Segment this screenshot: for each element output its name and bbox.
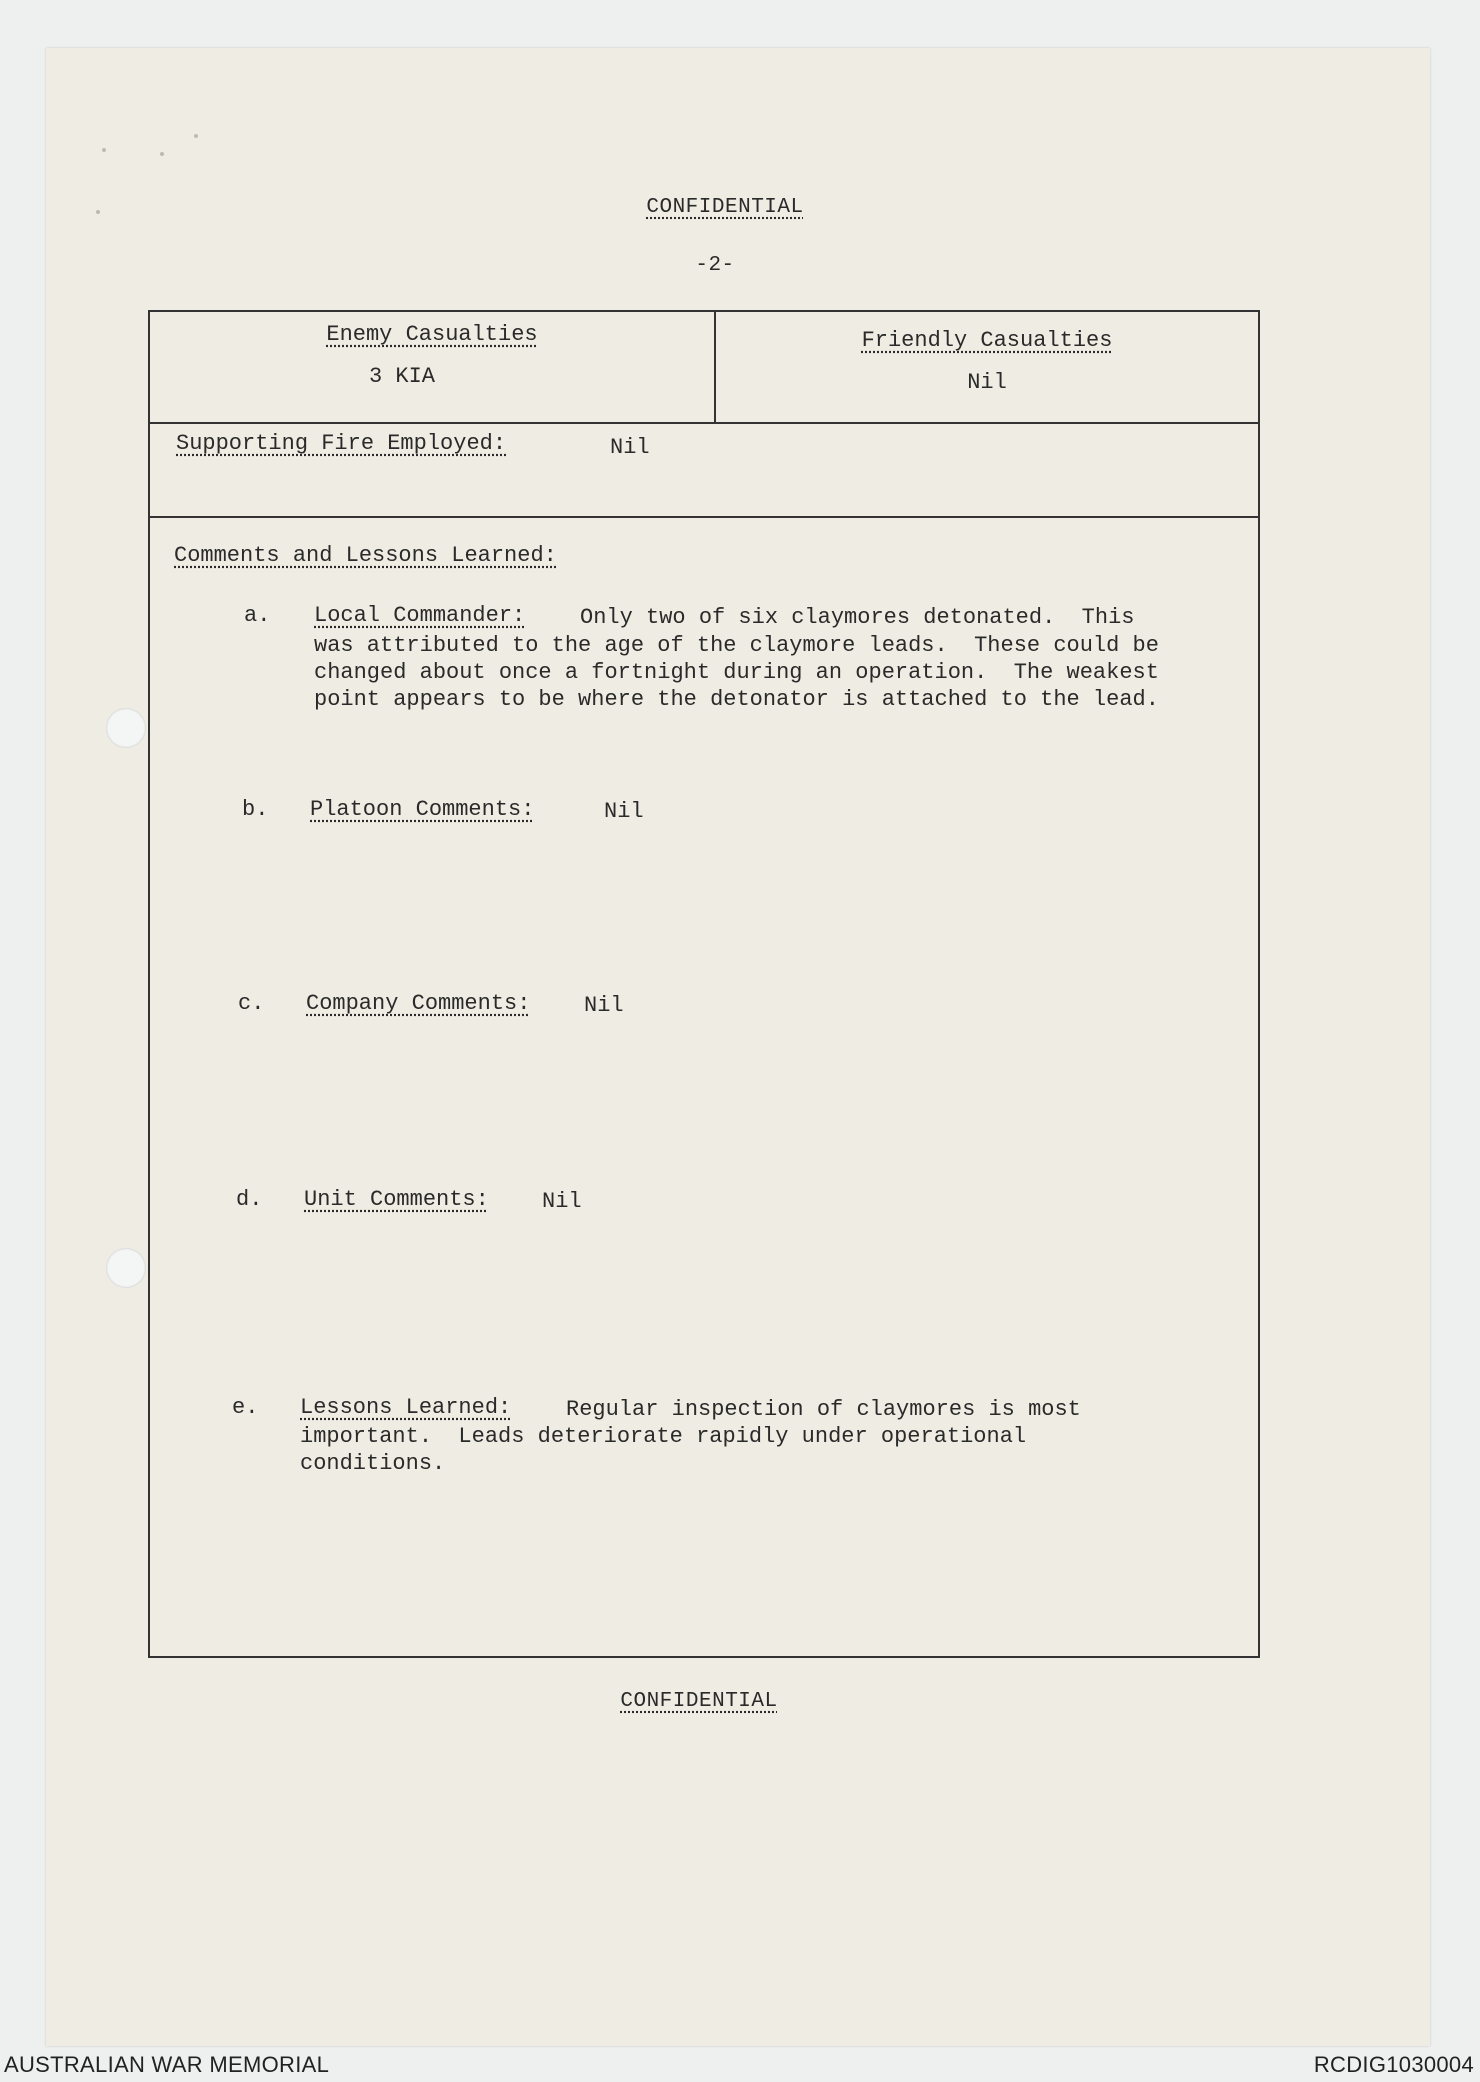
paper-speck xyxy=(194,134,198,138)
company-comments-value: Nil xyxy=(584,993,624,1018)
archive-reference: RCDIG1030004 xyxy=(1313,2052,1474,2077)
company-comments-label: Company Comments: xyxy=(306,991,531,1016)
punch-hole-bottom xyxy=(106,1248,146,1288)
friendly-casualties-label: Friendly Casualties xyxy=(861,328,1113,353)
item-letter: c. xyxy=(238,991,265,1016)
lessons-learned-line: Regular inspection of claymores is most xyxy=(566,1397,1081,1422)
local-commander-line: was attributed to the age of the claymore leads. These could be xyxy=(314,633,1159,658)
platoon-comments-label: Platoon Comments: xyxy=(310,797,535,822)
row-divider xyxy=(150,516,1258,518)
enemy-casualties-label: Enemy Casualties xyxy=(326,322,538,347)
local-commander-label: Local Commander: xyxy=(314,603,526,628)
report-table xyxy=(148,310,1260,1658)
item-letter: e. xyxy=(232,1395,259,1420)
item-letter: a. xyxy=(244,603,271,628)
paper-speck xyxy=(102,148,106,152)
enemy-casualties-value: 3 KIA xyxy=(368,364,435,389)
punch-hole-top xyxy=(106,708,146,748)
supporting-fire-value: Nil xyxy=(610,435,650,460)
classification-footer: CONFIDENTIAL xyxy=(620,1690,778,1713)
lessons-learned-line: conditions. xyxy=(300,1451,446,1476)
row-divider xyxy=(150,422,1258,424)
item-letter: d. xyxy=(236,1187,263,1212)
local-commander-line: Only two of six claymores detonated. This xyxy=(580,605,1135,630)
item-letter: b. xyxy=(242,797,269,822)
comments-heading: Comments and Lessons Learned: xyxy=(174,543,557,568)
local-commander-line: point appears to be where the detonator is attached to the lead. xyxy=(314,687,1159,712)
page-number: -2- xyxy=(695,254,735,277)
paper-speck xyxy=(160,152,164,156)
archive-institution: AUSTRALIAN WAR MEMORIAL xyxy=(4,2052,330,2077)
platoon-comments-value: Nil xyxy=(604,799,644,824)
supporting-fire-label: Supporting Fire Employed: xyxy=(176,431,507,456)
paper-speck xyxy=(96,210,100,214)
friendly-casualties-value: Nil xyxy=(967,370,1007,395)
unit-comments-value: Nil xyxy=(542,1189,582,1214)
lessons-learned-line: important. Leads deteriorate rapidly under operational xyxy=(300,1424,1027,1449)
classification-header: CONFIDENTIAL xyxy=(646,196,804,219)
lessons-learned-label: Lessons Learned: xyxy=(300,1395,512,1420)
local-commander-line: changed about once a fortnight during an operation. The weakest xyxy=(314,660,1159,685)
unit-comments-label: Unit Comments: xyxy=(304,1187,489,1212)
